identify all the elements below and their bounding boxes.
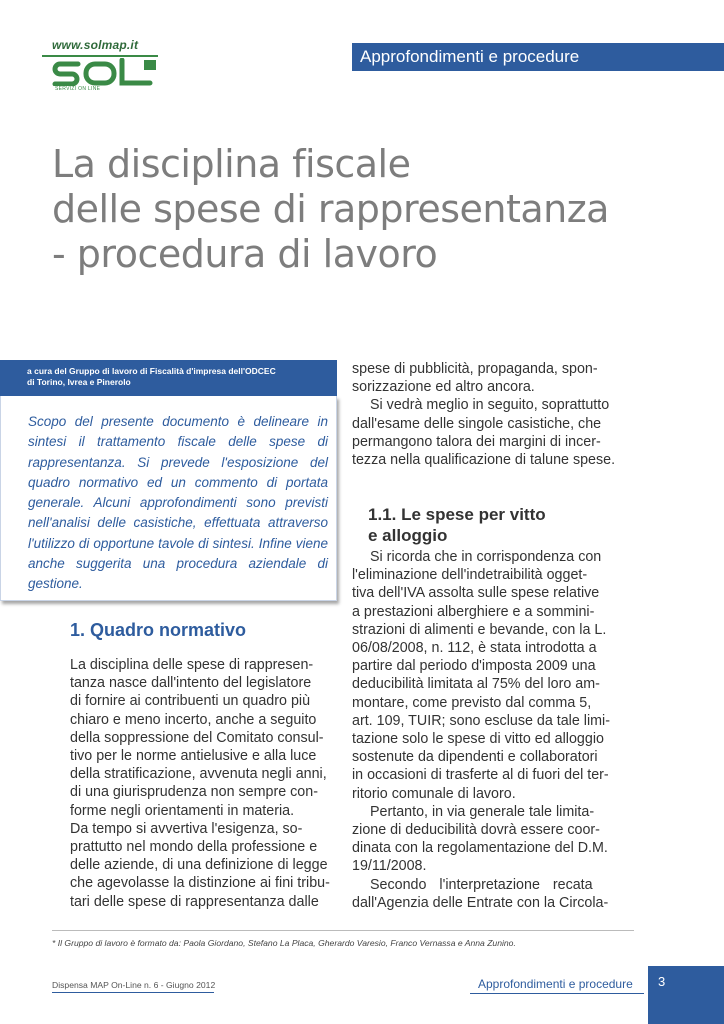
text-line: dall'esame delle singole casistiche, che xyxy=(352,415,602,432)
paragraph xyxy=(352,396,634,469)
section-heading-quadro-normativo: 1. Quadro normativo xyxy=(70,620,247,640)
paragraph xyxy=(352,803,634,876)
text-line: che agevolasse la distinzione ai fini tribu- xyxy=(70,875,330,892)
paragraph xyxy=(352,876,634,912)
text-line: forme negli orientamenti in materia. xyxy=(70,802,295,819)
text-line: dinata con la regolamentazione del D.M. xyxy=(352,840,608,857)
text-line: Da tempo si avvertiva l'esigenza, so- xyxy=(70,820,303,837)
text-line: art. 109, TUIR; sono escluse da tale limi- xyxy=(352,712,610,729)
footnote: * Il Gruppo di lavoro è formato da: Paola Giordano, Stefano La Placa, Gherardo Varesio, Franco Vernassa e Anna Zunino. xyxy=(52,938,516,948)
credit-line: a cura del Gruppo di lavoro di Fiscalità d'impresa dell'ODCEC xyxy=(27,366,276,376)
text-line: spese di pubblicità, propaganda, spon- xyxy=(352,361,598,377)
text-line: della stratificazione, avvenuta negli anni, xyxy=(70,766,327,783)
text-line: sostenute da dipendenti e collaboratori xyxy=(352,749,598,766)
abstract-box xyxy=(0,396,337,601)
text-line: Si ricorda che in corrispondenza con xyxy=(370,549,602,565)
text-line: 06/08/2008, n. 112, è stata introdotta a xyxy=(352,640,597,657)
left-column-body xyxy=(52,656,337,911)
footer-section: Approfondimenti e procedure xyxy=(478,977,633,991)
right-column-body xyxy=(352,548,634,912)
footnote-divider xyxy=(52,930,634,931)
text-line: tanza nasce dall'intento del legislatore xyxy=(70,675,312,692)
text-line: 19/11/2008. xyxy=(352,858,427,875)
title-line: La disciplina fiscale xyxy=(52,142,411,186)
abstract-text: Scopo del presente documento è delineare in sintesi il trattamento fiscale delle spese di rappresentanza. Si prevede l'esposizione del quadro normativo ed un commento di portata generale. Alcuni approfondimenti sono previsti nell'analisi delle casistiche, effettuata attraverso l'utilizzo di opportune tavole di sintesi. Infine viene anche suggerita una procedura aziendale di gestione. xyxy=(28,414,328,592)
paragraph xyxy=(52,656,337,820)
paragraph xyxy=(352,548,634,803)
text-line: di fornire ai contribuenti un quadro più xyxy=(70,693,311,710)
text-line: a prestazioni alberghiere e a sommini- xyxy=(352,603,595,620)
footer-right-rule xyxy=(470,993,644,994)
text-line: l'eliminazione dell'indetraibilità ogget- xyxy=(352,567,588,584)
text-line: Si vedrà meglio in seguito, soprattutto xyxy=(370,397,610,414)
text-line: Pertanto, in via generale tale limita- xyxy=(370,803,595,820)
text-line: Secondo l'interpretazione recata xyxy=(370,876,593,893)
document-title xyxy=(52,142,692,277)
text-line: tezza nella qualificazione di talune spese. xyxy=(352,452,616,469)
text-line: tazione solo le spese di vitto ed alloggio xyxy=(352,731,604,748)
paragraph xyxy=(52,820,337,911)
page-number: 3 xyxy=(648,966,724,1024)
section-banner: Approfondimenti e procedure xyxy=(352,43,724,71)
text-line: strazioni di alimenti e bevande, con la L. xyxy=(352,621,607,638)
text-line: in occasioni di trasferte al di fuori del ter- xyxy=(352,767,609,784)
text-line: ritorio comunale di lavoro. xyxy=(352,785,516,802)
logo-rule xyxy=(42,55,158,57)
text-line: tiva dell'IVA assolta sulle spese relative xyxy=(352,585,600,602)
text-line: della soppressione del Comitato consul- xyxy=(70,729,324,746)
text-line: prattutto nel mondo della professione e xyxy=(70,839,318,856)
text-line: montare, come previsto dal comma 5, xyxy=(352,694,592,711)
title-line: delle spese di rappresentanza xyxy=(52,187,609,231)
title-line: - procedura di lavoro xyxy=(52,232,438,276)
credit-bar xyxy=(0,360,337,396)
text-line: partire dal periodo d'imposta 2009 una xyxy=(352,658,596,675)
right-column-top xyxy=(352,360,634,469)
footer-left-rule xyxy=(52,992,214,993)
heading-line: 1.1. Le spese per vitto xyxy=(368,505,546,524)
site-url[interactable]: www.solmap.it xyxy=(52,38,139,52)
text-line: delle aziende, di una definizione di legge xyxy=(70,857,328,874)
text-line: tari delle spese di rappresentanza dalle xyxy=(70,893,319,910)
text-line: tivo per le norme antielusive e alla luce xyxy=(70,748,317,765)
text-line: di una giurisprudenza non sempre con- xyxy=(70,784,318,801)
credit-line: di Torino, Ivrea e Pinerolo xyxy=(27,377,131,387)
section-heading-vitto-alloggio xyxy=(368,504,628,546)
text-line: permangono talora dei margini di incer- xyxy=(352,433,601,450)
text-line: chiaro e meno incerto, anche a seguito xyxy=(70,711,317,728)
heading-line: e alloggio xyxy=(368,526,448,545)
text-line: dall'Agenzia delle Entrate con la Circola- xyxy=(352,894,609,911)
text-line: zione di deducibilità dovrà essere coor- xyxy=(352,822,600,839)
text-line: La disciplina delle spese di rappresen- xyxy=(70,657,314,673)
footer-publication: Dispensa MAP On-Line n. 6 - Giugno 2012 xyxy=(52,980,216,990)
text-line: sorizzazione ed altro ancora. xyxy=(352,379,535,396)
paragraph xyxy=(352,360,634,396)
logo-subtitle: SERVIZI ON LINE xyxy=(55,86,101,92)
text-line: deducibilità limitata al 75% del loro am- xyxy=(352,676,600,693)
